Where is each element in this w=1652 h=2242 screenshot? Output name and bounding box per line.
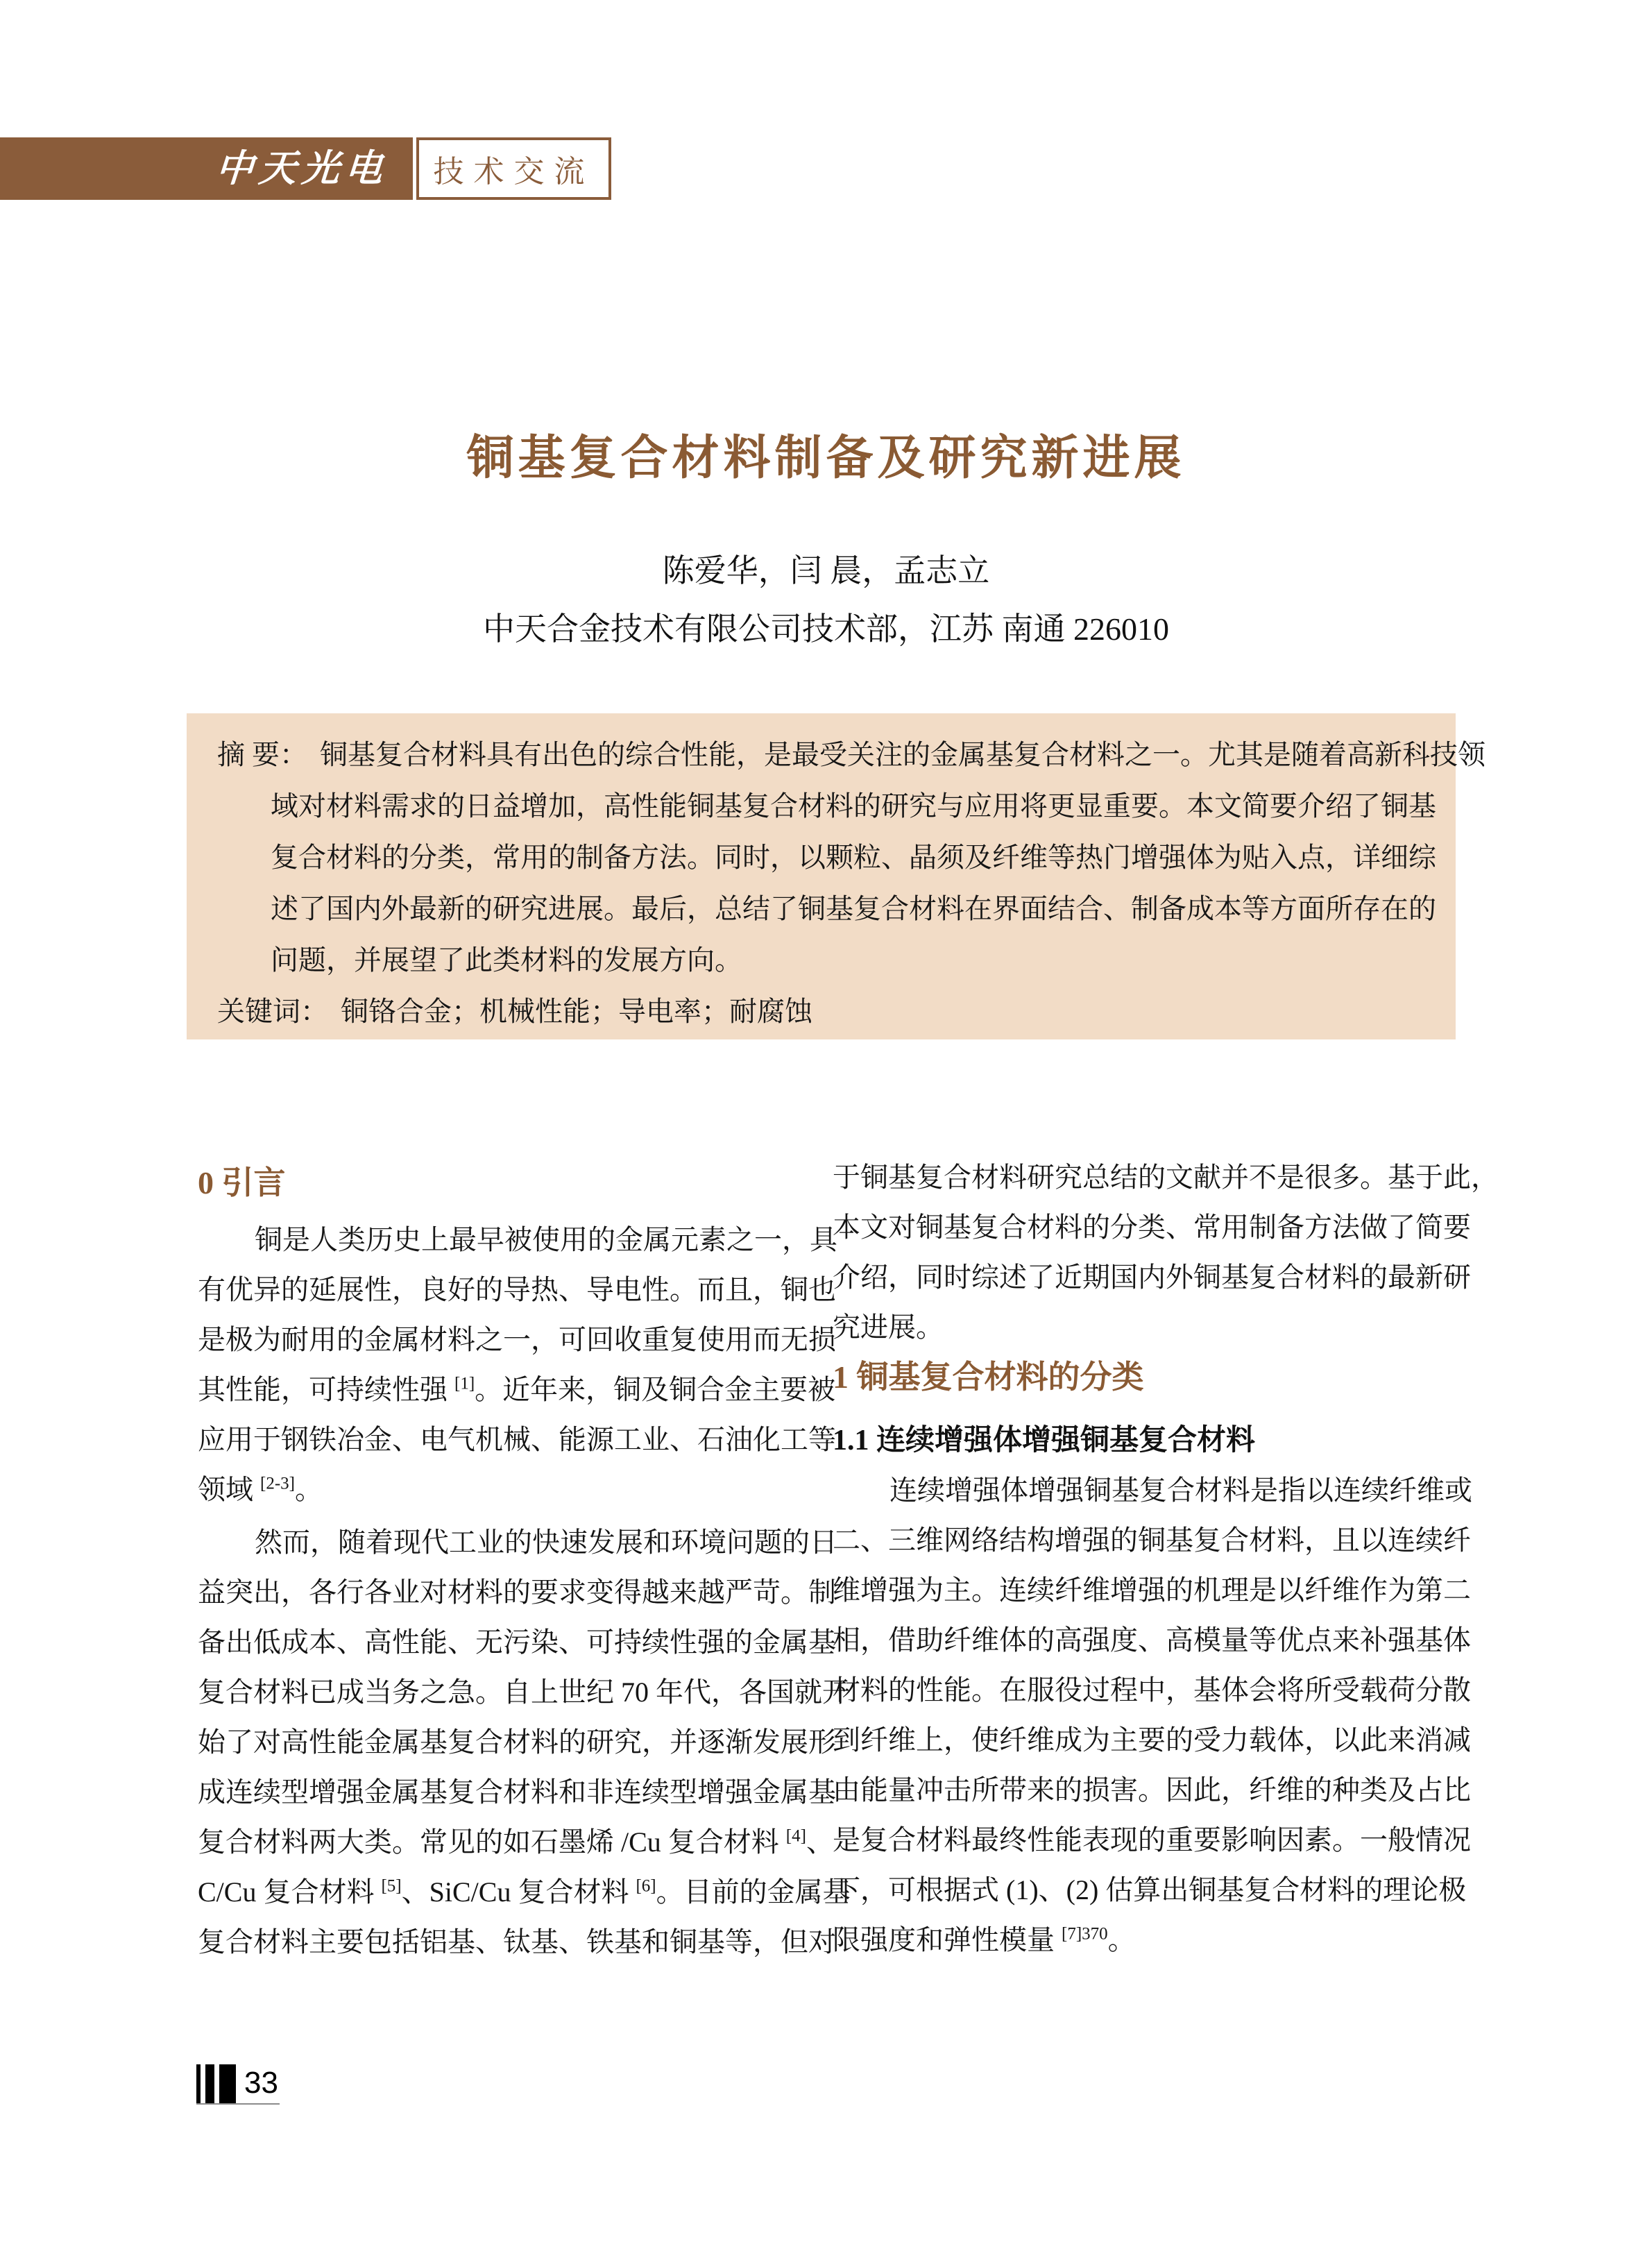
abstract-label: 摘 要： <box>217 739 307 770</box>
text-line: 领域 [2-3]。 <box>198 1474 323 1505</box>
text-line: 复合材料两大类。常见的如石墨烯 /Cu 复合材料 [4]、 <box>198 1826 834 1858</box>
text-line: 成连续型增强金属基复合材料和非连续型增强金属基 <box>198 1776 836 1808</box>
subheading-continuous-reinforcement: 1.1 连续增强体增强铜基复合材料 <box>833 1425 1256 1457</box>
text-line: 究进展。 <box>833 1311 944 1343</box>
text-line: 始了对高性能金属基复合材料的研究，并逐渐发展形 <box>198 1726 836 1758</box>
text-line: 于铜基复合材料研究总结的文献并不是很多。基于此， <box>833 1162 1499 1193</box>
page-number: 33 <box>244 2066 278 2100</box>
keywords-label: 关键词： <box>217 996 328 1027</box>
footer-bars-icon <box>219 2064 236 2104</box>
abstract-line: 复合材料的分类，常用的制备方法。同时，以颗粒、晶须及纤维等热门增强体为贴入点，详细综 <box>271 842 1436 873</box>
text-line: 二、三维网络结构增强的铜基复合材料，且以连续纤 <box>833 1525 1471 1556</box>
text-line: 是复合材料最终性能表现的重要影响因素。一般情况 <box>833 1824 1471 1855</box>
right-paragraph-1 <box>833 1466 1472 1965</box>
text-line: 本文对铜基复合材料的分类、常用制备方法做了简要 <box>833 1212 1471 1243</box>
text-line: 是极为耐用的金属材料之一，可回收重复使用而无损 <box>198 1324 836 1355</box>
footer-bars-icon <box>205 2064 214 2104</box>
text-line: 备出低成本、高性能、无污染、可持续性强的金属基 <box>198 1627 836 1658</box>
heading-classification: 1 铜基复合材料的分类 <box>833 1359 1144 1395</box>
text-line: 铜是人类历史上最早被使用的金属元素之一，具 <box>255 1224 837 1255</box>
text-line: 限强度和弹性模量 $^{[7]370}$。 <box>833 1924 1136 1955</box>
section-label: 技术交流 <box>433 155 595 189</box>
abstract-line <box>217 738 1485 772</box>
left-paragraph-2 <box>198 1518 851 1967</box>
text-line: 有优异的延展性，良好的导热、导电性。而且，铜也 <box>198 1274 836 1305</box>
text-line: 连续增强体增强铜基复合材料是指以连续纤维或 <box>889 1475 1472 1506</box>
text-line: 应用于钢铁冶金、电气机械、能源工业、石油化工等 <box>198 1424 836 1455</box>
article-authors: 陈爱华，闫 晨，孟志立 <box>662 553 990 588</box>
abstract-line: 述了国内外最新的研究进展。最后，总结了铜基复合材料在界面结合、制备成本等方面所存在的 <box>271 893 1436 924</box>
section-label-box <box>416 137 611 200</box>
footer-rule <box>196 2103 280 2105</box>
text-line: 材料的性能。在服役过程中，基体会将所受载荷分散 <box>833 1674 1471 1706</box>
text-line: C/Cu 复合材料 [5]、SiC/Cu 复合材料 [6]。目前的金属基 <box>198 1876 851 1908</box>
article-title: 铜基复合材料制备及研究新进展 <box>466 432 1186 484</box>
abstract-line: 问题，并展望了此类材料的发展方向。 <box>271 944 742 976</box>
brand-logo: 中天光电 <box>214 148 390 189</box>
text-line: 由能量冲击所带来的损害。因此，纤维的种类及占比 <box>833 1774 1471 1806</box>
keywords-text: 铜铬合金；机械性能；导电率；耐腐蚀 <box>341 996 812 1027</box>
heading-introduction: 0 引言 <box>198 1165 286 1200</box>
footer-bars-icon <box>196 2064 201 2104</box>
right-intro-continuation <box>833 1153 1499 1352</box>
text-line: 下，可根据式 (1)、(2) 估算出铜基复合材料的理论极 <box>833 1874 1467 1905</box>
abstract-line: 域对材料需求的日益增加，高性能铜基复合材料的研究与应用将更显重要。本文简要介绍了铜基 <box>271 790 1436 822</box>
abstract-text: 铜基复合材料具有出色的综合性能，是最受关注的金属基复合材料之一。尤其是随着高新科技领 <box>320 739 1485 770</box>
text-line: 到纤维上，使纤维成为主要的受力载体，以此来消减 <box>833 1724 1471 1756</box>
text-line: 复合材料已成当务之急。自上世纪 70 年代，各国就开 <box>198 1676 850 1708</box>
text-line: 益突出，各行各业对材料的要求变得越来越严苛。制 <box>198 1577 836 1608</box>
text-line: 复合材料主要包括铝基、钛基、铁基和铜基等，但对 <box>198 1926 836 1957</box>
text-line: 介绍，同时综述了近期国内外铜基复合材料的最新研 <box>833 1262 1471 1293</box>
text-line: 相，借助纤维体的高强度、高模量等优点来补强基体 <box>833 1624 1471 1656</box>
text-line: 然而，随着现代工业的快速发展和环境问题的日 <box>255 1527 837 1558</box>
left-paragraph-1 <box>198 1215 837 1515</box>
text-line: 其性能，可持续性强 [1]。近年来，铜及铜合金主要被 <box>198 1374 836 1405</box>
text-line: 维增强为主。连续纤维增强的机理是以纤维作为第二 <box>833 1574 1471 1606</box>
keywords-line <box>217 994 812 1029</box>
article-affiliation: 中天合金技术有限公司技术部，江苏 南通 226010 <box>483 611 1169 647</box>
